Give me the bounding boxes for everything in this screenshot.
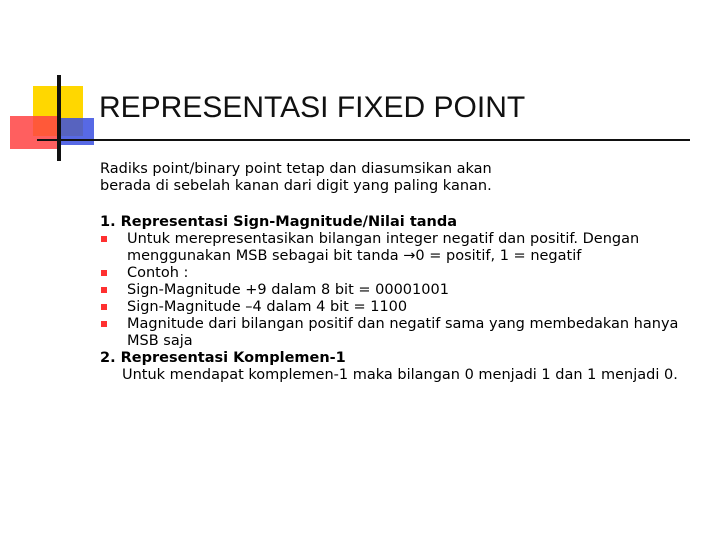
section-2-body: Untuk mendapat komplemen-1 maka bilangan 0 menjadi 1 dan 1 menjadi 0.	[122, 367, 678, 383]
bullet-text: Contoh :	[127, 265, 189, 281]
bullet-square-icon	[101, 287, 107, 293]
bullet-square-icon	[101, 321, 107, 327]
section-1-bullet-list	[100, 231, 700, 350]
intro-paragraph	[100, 161, 700, 195]
list-item	[100, 282, 700, 299]
section-2-heading: 2. Representasi Komplemen-1	[100, 350, 346, 366]
bullet-text: Sign-Magnitude +9 dalam 8 bit = 00001001	[127, 282, 449, 298]
title-underline	[37, 139, 690, 141]
list-item	[100, 316, 700, 350]
list-item	[100, 265, 700, 282]
bullet-text: Magnitude dari bilangan positif dan negatif sama yang membedakan hanya MSB saja	[127, 316, 679, 349]
section-1-heading: 1. Representasi Sign-Magnitude/Nilai tanda	[100, 214, 458, 230]
bullet-text: Untuk merepresentasikan bilangan integer negatif dan positif. Dengan menggunakan MSB sebagai bit tanda →0 = positif, 1 = negatif	[127, 231, 640, 264]
bullet-square-icon	[101, 304, 107, 310]
slide-title: REPRESENTASI FIXED POINT	[99, 91, 526, 124]
bullet-square-icon	[101, 270, 107, 276]
intro-line-2: berada di sebelah kanan dari digit yang paling kanan.	[100, 178, 492, 194]
list-item	[100, 231, 700, 265]
slide-body	[100, 161, 700, 384]
intro-line-1: Radiks point/binary point tetap dan diasumsikan akan	[100, 161, 492, 177]
list-item	[100, 299, 700, 316]
decor-vertical-line	[57, 75, 61, 161]
bullet-text: Sign-Magnitude –4 dalam 4 bit = 1100	[127, 299, 408, 315]
bullet-square-icon	[101, 236, 107, 242]
decor-red-square	[10, 116, 58, 149]
